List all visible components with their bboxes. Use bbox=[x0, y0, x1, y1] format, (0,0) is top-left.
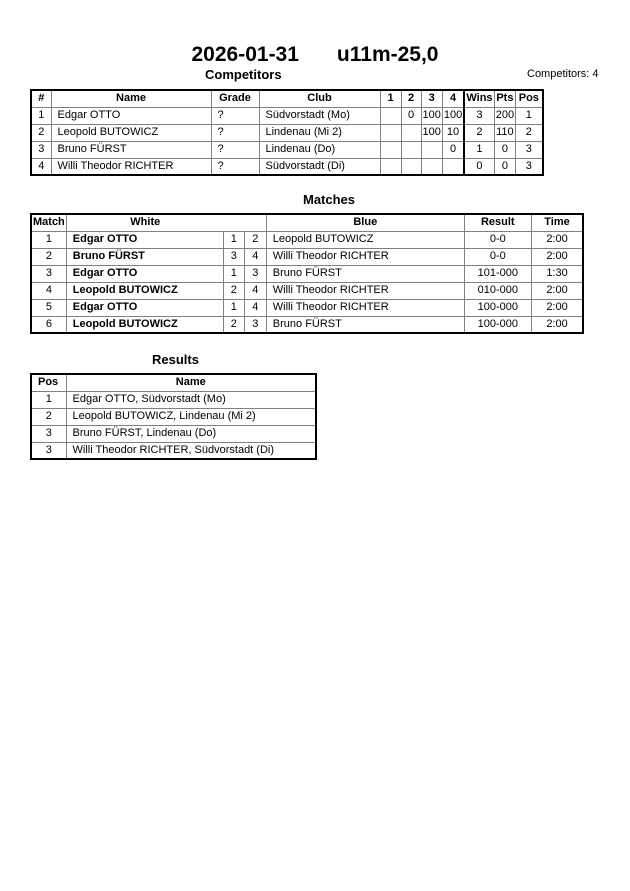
result-name: Bruno FÜRST, Lindenau (Do) bbox=[66, 425, 316, 442]
match-time: 2:00 bbox=[531, 282, 583, 299]
score-vs-3: 100 bbox=[421, 107, 442, 124]
white-name: Edgar OTTO bbox=[66, 265, 223, 282]
blue-name: Willi Theodor RICHTER bbox=[266, 282, 464, 299]
white-name: Edgar OTTO bbox=[66, 231, 223, 248]
col-header-name: Name bbox=[66, 374, 316, 391]
match-time: 2:00 bbox=[531, 316, 583, 333]
result-row bbox=[31, 408, 316, 425]
blue-competitor-number: 2 bbox=[244, 231, 266, 248]
score-vs-2 bbox=[401, 158, 421, 175]
competitor-row bbox=[31, 141, 543, 158]
col-header-time: Time bbox=[531, 214, 583, 231]
score-vs-2 bbox=[401, 124, 421, 141]
competitor-pos: 3 bbox=[516, 141, 543, 158]
match-row bbox=[31, 265, 583, 282]
competitor-pts: 110 bbox=[494, 124, 515, 141]
score-vs-1 bbox=[380, 107, 401, 124]
match-number: 6 bbox=[31, 316, 66, 333]
match-row bbox=[31, 282, 583, 299]
page-title bbox=[0, 44, 630, 66]
white-competitor-number: 2 bbox=[223, 282, 244, 299]
white-competitor-number: 3 bbox=[223, 248, 244, 265]
match-number: 4 bbox=[31, 282, 66, 299]
competitor-number: 4 bbox=[31, 158, 51, 175]
competitor-grade: ? bbox=[211, 141, 259, 158]
col-header-wins: Wins bbox=[464, 90, 494, 107]
match-result: 0-0 bbox=[464, 248, 531, 265]
score-vs-4: 0 bbox=[442, 141, 464, 158]
score-vs-1 bbox=[380, 158, 401, 175]
col-header-white: White bbox=[66, 214, 266, 231]
competitors-header-row bbox=[31, 90, 543, 107]
blue-name: Bruno FÜRST bbox=[266, 265, 464, 282]
competitor-pos: 3 bbox=[516, 158, 543, 175]
result-name: Willi Theodor RICHTER, Südvorstadt (Di) bbox=[66, 442, 316, 459]
blue-competitor-number: 3 bbox=[244, 316, 266, 333]
blue-name: Willi Theodor RICHTER bbox=[266, 299, 464, 316]
match-result: 101-000 bbox=[464, 265, 531, 282]
result-pos: 1 bbox=[31, 391, 66, 408]
white-name: Leopold BUTOWICZ bbox=[66, 282, 223, 299]
score-vs-3 bbox=[421, 141, 442, 158]
col-header-match: Match bbox=[31, 214, 66, 231]
result-row bbox=[31, 391, 316, 408]
score-vs-3: 100 bbox=[421, 124, 442, 141]
competitor-pts: 0 bbox=[494, 141, 515, 158]
result-name: Leopold BUTOWICZ, Lindenau (Mi 2) bbox=[66, 408, 316, 425]
match-time: 2:00 bbox=[531, 248, 583, 265]
competitor-club: Südvorstadt (Di) bbox=[259, 158, 380, 175]
title-date: 2026-01-31 bbox=[191, 43, 299, 66]
match-result: 0-0 bbox=[464, 231, 531, 248]
competitor-grade: ? bbox=[211, 107, 259, 124]
score-vs-4 bbox=[442, 158, 464, 175]
score-vs-4: 100 bbox=[442, 107, 464, 124]
competitor-name: Leopold BUTOWICZ bbox=[51, 124, 211, 141]
score-vs-4: 10 bbox=[442, 124, 464, 141]
match-number: 2 bbox=[31, 248, 66, 265]
col-header-result: Result bbox=[464, 214, 531, 231]
competitor-pts: 0 bbox=[494, 158, 515, 175]
result-pos: 2 bbox=[31, 408, 66, 425]
matches-heading: Matches bbox=[303, 192, 356, 207]
competitor-name: Willi Theodor RICHTER bbox=[51, 158, 211, 175]
competitor-name: Edgar OTTO bbox=[51, 107, 211, 124]
col-header-number: # bbox=[31, 90, 51, 107]
col-header-opp1: 1 bbox=[380, 90, 401, 107]
score-vs-1 bbox=[380, 141, 401, 158]
col-header-opp3: 3 bbox=[421, 90, 442, 107]
result-row bbox=[31, 425, 316, 442]
match-result: 010-000 bbox=[464, 282, 531, 299]
match-row bbox=[31, 248, 583, 265]
competitors-count-label: Competitors: 4 bbox=[527, 68, 599, 80]
col-header-blue: Blue bbox=[266, 214, 464, 231]
result-name: Edgar OTTO, Südvorstadt (Mo) bbox=[66, 391, 316, 408]
col-header-pts: Pts bbox=[494, 90, 515, 107]
score-vs-3 bbox=[421, 158, 442, 175]
blue-competitor-number: 3 bbox=[244, 265, 266, 282]
col-header-club: Club bbox=[259, 90, 380, 107]
score-vs-2 bbox=[401, 141, 421, 158]
competitor-wins: 0 bbox=[464, 158, 494, 175]
match-time: 2:00 bbox=[531, 231, 583, 248]
results-header-row bbox=[31, 374, 316, 391]
competitor-number: 3 bbox=[31, 141, 51, 158]
competitors-table bbox=[30, 89, 544, 176]
result-row bbox=[31, 442, 316, 459]
blue-name: Leopold BUTOWICZ bbox=[266, 231, 464, 248]
match-row bbox=[31, 231, 583, 248]
blue-name: Bruno FÜRST bbox=[266, 316, 464, 333]
competitor-name: Bruno FÜRST bbox=[51, 141, 211, 158]
white-competitor-number: 1 bbox=[223, 299, 244, 316]
competitor-wins: 2 bbox=[464, 124, 494, 141]
blue-competitor-number: 4 bbox=[244, 282, 266, 299]
results-heading: Results bbox=[152, 352, 199, 367]
match-number: 3 bbox=[31, 265, 66, 282]
competitor-number: 1 bbox=[31, 107, 51, 124]
result-pos: 3 bbox=[31, 425, 66, 442]
match-row bbox=[31, 316, 583, 333]
score-vs-1 bbox=[380, 124, 401, 141]
white-name: Leopold BUTOWICZ bbox=[66, 316, 223, 333]
competitor-pts: 200 bbox=[494, 107, 515, 124]
white-name: Edgar OTTO bbox=[66, 299, 223, 316]
matches-table bbox=[30, 213, 584, 334]
col-header-opp2: 2 bbox=[401, 90, 421, 107]
blue-competitor-number: 4 bbox=[244, 299, 266, 316]
competitor-pos: 1 bbox=[516, 107, 543, 124]
score-vs-2: 0 bbox=[401, 107, 421, 124]
col-header-pos: Pos bbox=[516, 90, 543, 107]
competitor-grade: ? bbox=[211, 158, 259, 175]
competitor-grade: ? bbox=[211, 124, 259, 141]
col-header-pos: Pos bbox=[31, 374, 66, 391]
competitor-club: Lindenau (Do) bbox=[259, 141, 380, 158]
col-header-name: Name bbox=[51, 90, 211, 107]
col-header-grade: Grade bbox=[211, 90, 259, 107]
match-row bbox=[31, 299, 583, 316]
match-result: 100-000 bbox=[464, 316, 531, 333]
col-header-opp4: 4 bbox=[442, 90, 464, 107]
competitor-club: Lindenau (Mi 2) bbox=[259, 124, 380, 141]
competitors-heading: Competitors bbox=[205, 67, 282, 82]
matches-header-row bbox=[31, 214, 583, 231]
match-number: 5 bbox=[31, 299, 66, 316]
competitor-wins: 1 bbox=[464, 141, 494, 158]
results-table bbox=[30, 373, 317, 460]
competitor-number: 2 bbox=[31, 124, 51, 141]
competitor-row bbox=[31, 107, 543, 124]
competitor-pos: 2 bbox=[516, 124, 543, 141]
match-time: 2:00 bbox=[531, 299, 583, 316]
match-number: 1 bbox=[31, 231, 66, 248]
result-pos: 3 bbox=[31, 442, 66, 459]
white-competitor-number: 2 bbox=[223, 316, 244, 333]
white-name: Bruno FÜRST bbox=[66, 248, 223, 265]
match-result: 100-000 bbox=[464, 299, 531, 316]
match-time: 1:30 bbox=[531, 265, 583, 282]
white-competitor-number: 1 bbox=[223, 231, 244, 248]
competitor-row bbox=[31, 124, 543, 141]
title-category: u11m-25,0 bbox=[336, 43, 439, 66]
competitor-club: Südvorstadt (Mo) bbox=[259, 107, 380, 124]
competitor-wins: 3 bbox=[464, 107, 494, 124]
competitor-row bbox=[31, 158, 543, 175]
blue-competitor-number: 4 bbox=[244, 248, 266, 265]
blue-name: Willi Theodor RICHTER bbox=[266, 248, 464, 265]
white-competitor-number: 1 bbox=[223, 265, 244, 282]
